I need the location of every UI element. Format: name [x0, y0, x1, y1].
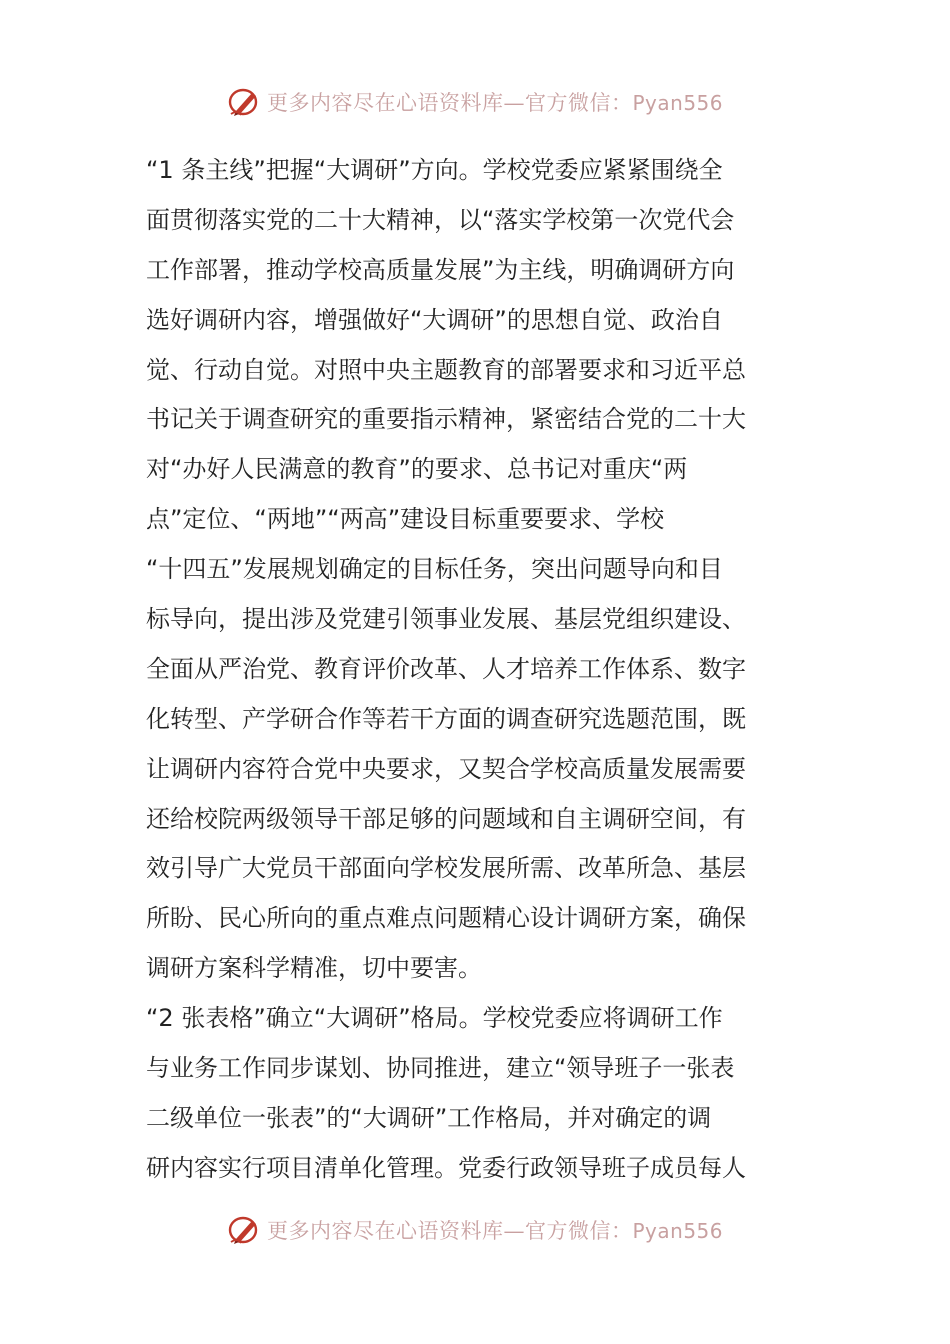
- text-line: 与业务工作同步谋划、协同推进，建立“领导班子一张表: [146, 1054, 735, 1083]
- text-line: 让调研内容符合党中央要求，又契合学校高质量发展需要: [146, 754, 746, 783]
- text-line: 面贯彻落实党的二十大精神，以“落实学校第一次党代会: [146, 205, 735, 234]
- text-line: 化转型、产学研合作等若干方面的调查研究选题范围，既: [146, 704, 746, 733]
- text-line: 全面从严治党、教育评价改革、人才培养工作体系、数字: [146, 654, 746, 683]
- pen-logo-icon: [227, 84, 263, 120]
- text-line: 点”定位、“两地”“两高”建设目标重要要求、学校: [146, 505, 665, 534]
- header-watermark: [0, 80, 950, 124]
- text-line: 效引导广大党员干部面向学校发展所需、改革所急、基层: [146, 854, 746, 883]
- watermark-text: 更多内容尽在心语资料库—官方微信：Pyan556: [266, 91, 723, 115]
- text-line: 选好调研内容，增强做好“大调研”的思想自觉、政治自: [146, 305, 723, 334]
- text-line: 调研方案科学精准，切中要害。: [146, 954, 482, 983]
- text-line: 还给校院两级领导干部足够的问题域和自主调研空间，有: [146, 804, 746, 833]
- text-line: 觉、行动自觉。对照中央主题教育的部署要求和习近平总: [146, 355, 746, 384]
- watermark-text: 更多内容尽在心语资料库—官方微信：Pyan556: [266, 1219, 723, 1243]
- document-body: [146, 146, 808, 1194]
- text-line: 二级单位一张表”的“大调研”工作格局，并对确定的调: [146, 1103, 712, 1132]
- text-line: 标导向，提出涉及党建引领事业发展、基层党组织建设、: [146, 605, 746, 634]
- text-line: 工作部署，推动学校高质量发展”为主线，明确调研方向: [146, 255, 735, 284]
- footer-watermark: [0, 1208, 950, 1252]
- text-line: “十四五”发展规划确定的目标任务，突出问题导向和目: [146, 555, 723, 584]
- text-line: 研内容实行项目清单化管理。党委行政领导班子成员每人: [146, 1153, 746, 1182]
- text-line: 对“办好人民满意的教育”的要求、总书记对重庆“两: [146, 455, 688, 484]
- text-line: 书记关于调查研究的重要指示精神，紧密结合党的二十大: [146, 405, 746, 434]
- text-line: “2 张表格”确立“大调研”格局。学校党委应将调研工作: [146, 1004, 723, 1033]
- text-line: 所盼、民心所向的重点难点问题精心设计调研方案，确保: [146, 904, 746, 933]
- text-line: “1 条主线”把握“大调研”方向。学校党委应紧紧围绕全: [146, 156, 723, 184]
- pen-logo-icon: [227, 1212, 263, 1248]
